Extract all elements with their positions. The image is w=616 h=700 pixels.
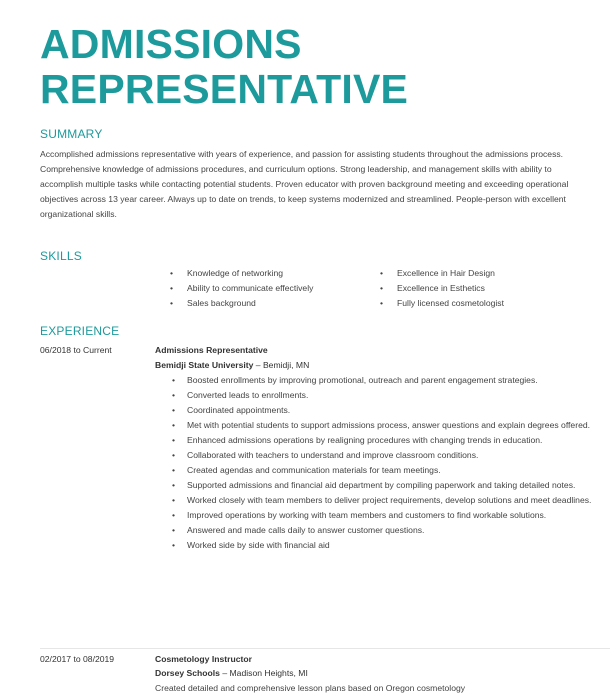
job-bullet: • Collaborated with teachers to understand and improve classroom conditions. xyxy=(155,448,595,463)
job-bullet: • Enhanced admissions operations by realigning procedures with changing trends in education. xyxy=(155,433,595,448)
job-title: Cosmetology Instructor xyxy=(155,654,252,664)
job-bullet: • Met with potential students to support admissions process, answer questions and explain degrees offered. xyxy=(155,418,595,433)
skill-item: • Excellence in Hair Design xyxy=(380,266,504,281)
job-bullet: • Improved operations by working with team members and customers to find workable solutions. xyxy=(155,508,595,523)
job-separator: – xyxy=(253,360,263,370)
job-bullet: • Coordinated appointments. xyxy=(155,403,595,418)
job-bullets xyxy=(155,373,595,553)
summary-text: Accomplished admissions representative with years of experience, and passion for assisting students throughout the admissions process. Comprehensive knowledge of admissions procedures, and curriculum options. Strong leadership, and management skills with ability to accomplish multiple tasks while contacting potential students. Proven educator with proven background meeting and exceeding operational objectives across 13 year career. Always up to date on trends, to keep systems modernized and streamlined. People-person with excellent organizational skills. xyxy=(40,149,569,219)
job-dates: 06/2018 to Current xyxy=(40,345,112,355)
job-bullet: • Answered and made calls daily to answer customer questions. xyxy=(155,523,595,538)
job-title: Admissions Representative xyxy=(155,345,268,355)
job-dates: 02/2017 to 08/2019 xyxy=(40,654,115,664)
skill-item: • Fully licensed cosmetologist xyxy=(380,296,504,311)
job-company: Bemidji State University xyxy=(155,360,254,370)
job-company-line xyxy=(155,360,309,370)
summary-heading: SUMMARY xyxy=(40,127,103,141)
skill-item: • Sales background xyxy=(170,296,313,311)
job-separator: – xyxy=(219,668,230,678)
skills-list-right xyxy=(380,266,504,311)
job-bullet: • Boosted enrollments by improving promotional, outreach and parent engagement strategies. xyxy=(155,373,595,388)
skill-item: • Knowledge of networking xyxy=(170,266,313,281)
job-bullet: • Supported admissions and financial aid department by compiling paperwork and taking detailed notes. xyxy=(155,478,595,493)
job-location: Bemidji, MN xyxy=(262,360,310,370)
skill-item: • Excellence in Esthetics xyxy=(380,281,504,296)
skills-list-left xyxy=(170,266,313,311)
skills-heading: SKILLS xyxy=(40,249,82,263)
title-line-2: REPRESENTATIVE xyxy=(40,66,409,112)
job-company: Dorsey Schools xyxy=(155,668,220,678)
job-bullet: • Worked closely with team members to deliver project requirements, develop solutions and meet deadlines. xyxy=(155,493,595,508)
title-line-1: ADMISSIONS xyxy=(40,21,302,67)
section-divider xyxy=(40,648,610,649)
job-bullet: • Created agendas and communication materials for team meetings. xyxy=(155,463,595,478)
job-description: Created detailed and comprehensive lesson plans based on Oregon cosmetology xyxy=(155,683,466,693)
job-company-line xyxy=(155,668,308,678)
job-bullet: • Converted leads to enrollments. xyxy=(155,388,595,403)
job-bullet: • Worked side by side with financial aid xyxy=(155,538,595,553)
resume-title xyxy=(40,22,408,112)
experience-heading: EXPERIENCE xyxy=(40,324,120,338)
skill-item: • Ability to communicate effectively xyxy=(170,281,313,296)
job-location: Madison Heights, MI xyxy=(229,668,308,678)
